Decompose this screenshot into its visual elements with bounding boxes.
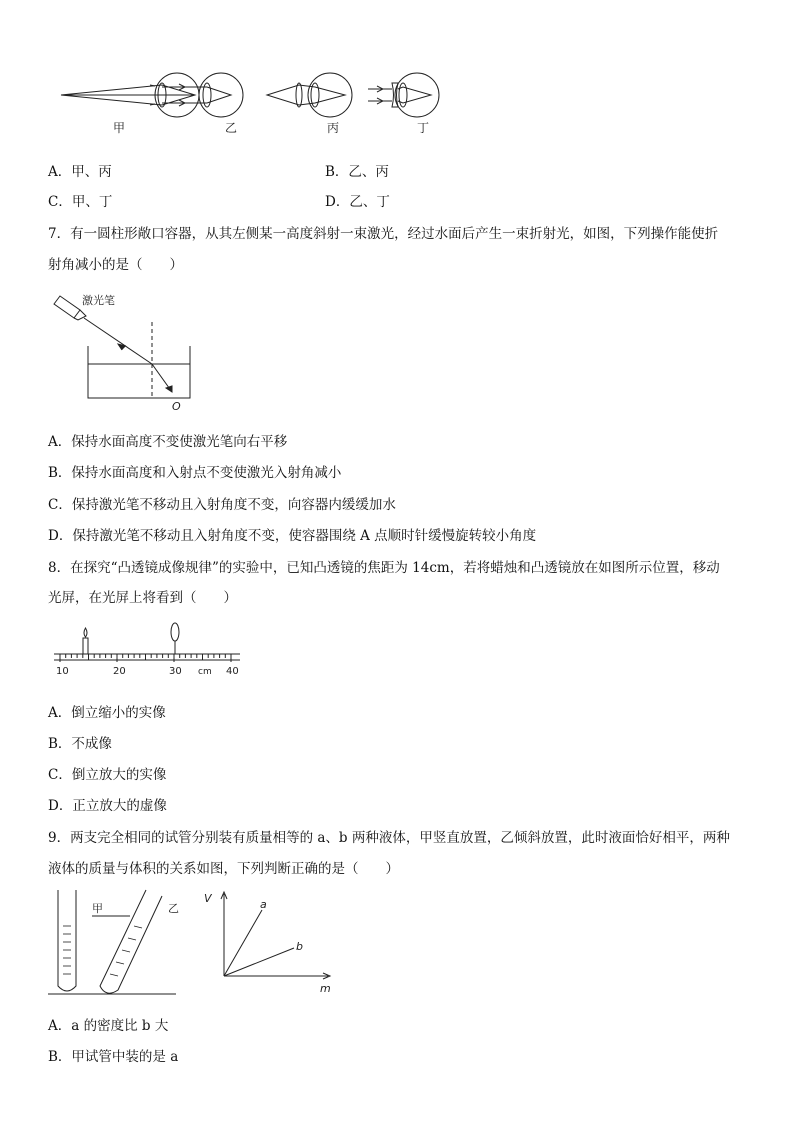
- eye-label-jia: 甲: [113, 121, 126, 135]
- q9-option-b: B．甲试管中装的是 a: [48, 1049, 179, 1065]
- q8-stem-line2: 光屏，在光屏上将看到（ ）: [48, 590, 237, 606]
- ruler-label-30: 30: [169, 666, 182, 677]
- eye-diagram-ding: [368, 73, 439, 117]
- convex-lens: [171, 623, 179, 641]
- ruler-label-40: 40: [226, 666, 239, 677]
- q7-stem-line2: 射角减小的是（ ）: [48, 257, 183, 273]
- q7-option-a: A．保持水面高度不变使激光笔向右平移: [48, 434, 288, 450]
- q7-option-c: C．保持激光笔不移动且入射角度不变，向容器内缓缓加水: [48, 497, 396, 513]
- laser-pen: [54, 296, 80, 318]
- eye-diagram-bing: [267, 73, 352, 117]
- q6-option-a: A．甲、丙: [48, 164, 112, 180]
- laser-container-figure: [48, 288, 208, 413]
- line-b: [224, 948, 294, 976]
- ruler-label-20: 20: [113, 666, 126, 677]
- test-tubes-figure: [48, 886, 348, 1006]
- graph-label-v: V: [204, 892, 212, 905]
- tube-label-yi: 乙: [168, 902, 179, 915]
- q9-stem-line2: 液体的质量与体积的关系如图，下列判断正确的是（ ）: [48, 861, 399, 877]
- q8-option-b: B．不成像: [48, 736, 112, 752]
- tube-label-jia: 甲: [92, 902, 103, 915]
- graph-label-b: b: [296, 940, 303, 953]
- ruler-label-10: 10: [56, 666, 69, 677]
- q9-option-a: A．a 的密度比 b 大: [48, 1018, 169, 1034]
- q6-option-b: B．乙、丙: [325, 164, 389, 180]
- line-a: [224, 910, 262, 976]
- graph-label-a: a: [260, 898, 267, 911]
- candle-flame: [84, 628, 87, 637]
- q6-option-c: C．甲、丁: [48, 194, 113, 210]
- ruler-ticks: [60, 654, 231, 662]
- eye-diagrams-figure: [55, 68, 455, 140]
- q8-option-d: D．正立放大的虚像: [48, 798, 167, 814]
- q6-option-d: D．乙、丁: [325, 194, 390, 210]
- laser-pen-label: 激光笔: [82, 294, 115, 307]
- q8-stem-line1: 8．在探究“凸透镜成像规律”的实验中，已知凸透镜的焦距为 14cm，若将蜡烛和凸透镜放在如图所示位置，移动: [48, 560, 720, 576]
- q8-option-c: C．倒立放大的实像: [48, 767, 167, 783]
- container: [88, 346, 190, 398]
- q7-option-b: B．保持水面高度和入射点不变使激光入射角减小: [48, 465, 342, 481]
- eye-label-yi: 乙: [225, 121, 238, 135]
- eye-label-ding: 丁: [417, 121, 430, 135]
- graph-label-m: m: [320, 982, 331, 995]
- q7-option-d: D．保持激光笔不移动且入射角度不变，使容器围绕 A 点顺时针缓慢旋转较小角度: [48, 528, 537, 544]
- ruler-label-cm: cm: [198, 667, 212, 677]
- q7-stem-line1: 7．有一圆柱形敞口容器，从其左侧某一高度斜射一束激光，经过水面后产生一束折射光，如图，下列操作能使折: [48, 226, 719, 242]
- eye-diagram-jia: [61, 73, 199, 117]
- tube-yi: [100, 890, 162, 993]
- optical-bench-figure: [48, 618, 248, 680]
- eye-label-bing: 丙: [327, 121, 340, 135]
- point-o-label: O: [172, 400, 181, 413]
- tube-jia: [58, 890, 76, 991]
- q8-option-a: A．倒立缩小的实像: [48, 705, 166, 721]
- candle: [83, 638, 88, 654]
- q9-stem-line1: 9．两支完全相同的试管分别装有质量相等的 a、b 两种液体，甲竖直放置，乙倾斜放置，此时液面恰好相平，两种: [48, 830, 730, 846]
